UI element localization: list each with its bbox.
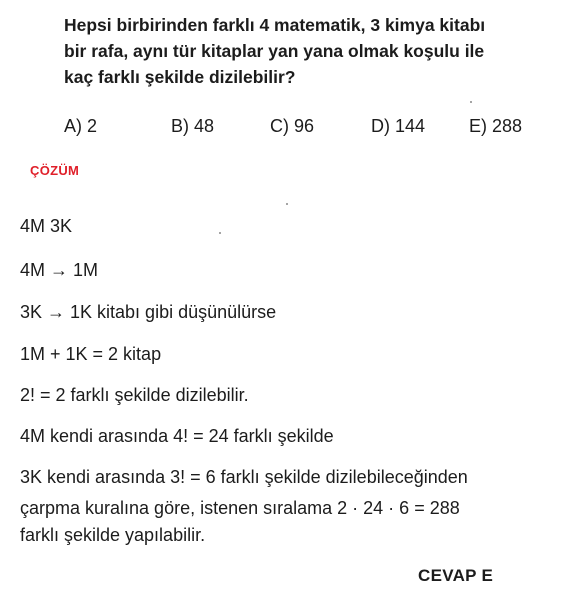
scan-speck: [286, 203, 288, 205]
option-e: E) 288: [469, 116, 523, 136]
solution-line: 1M + 1K = 2 kitap: [20, 344, 162, 364]
question-line: Hepsi birbirinden farklı 4 matematik, 3 kimya kitabı: [64, 15, 486, 35]
solution-line: 4M → 1M: [20, 260, 99, 280]
solution-line: 4M kendi arasında 4! = 24 farklı şekilde: [20, 426, 334, 446]
option-b: B) 48: [171, 116, 215, 136]
question-line: kaç farklı şekilde dizilebilir?: [64, 67, 296, 87]
solution-line: 3K kendi arasında 3! = 6 farklı şekilde dizilebileceğinden: [20, 467, 468, 487]
option-d: D) 144: [371, 116, 426, 136]
scan-speck: [219, 232, 221, 234]
solution-line: çarpma kuralına göre, istenen sıralama 2 · 24 · 6 = 288: [20, 498, 460, 518]
option-a: A) 2: [64, 116, 98, 136]
question-line: bir rafa, aynı tür kitaplar yan yana olmak koşulu ile: [64, 41, 485, 61]
question: [64, 12, 564, 90]
solution-line: 4M 3K: [20, 216, 73, 236]
solution-line: 3K → 1K kitabı gibi düşünülürse: [20, 302, 277, 322]
option-c: C) 96: [270, 116, 315, 136]
answer-label: CEVAP E: [418, 566, 494, 585]
solution-heading: ÇÖZÜM: [30, 163, 80, 178]
solution-line: 2! = 2 farklı şekilde dizilebilir.: [20, 385, 249, 405]
scan-speck: [470, 101, 472, 103]
answer-options: [0, 113, 578, 139]
solution-line: farklı şekilde yapılabilir.: [20, 525, 206, 545]
